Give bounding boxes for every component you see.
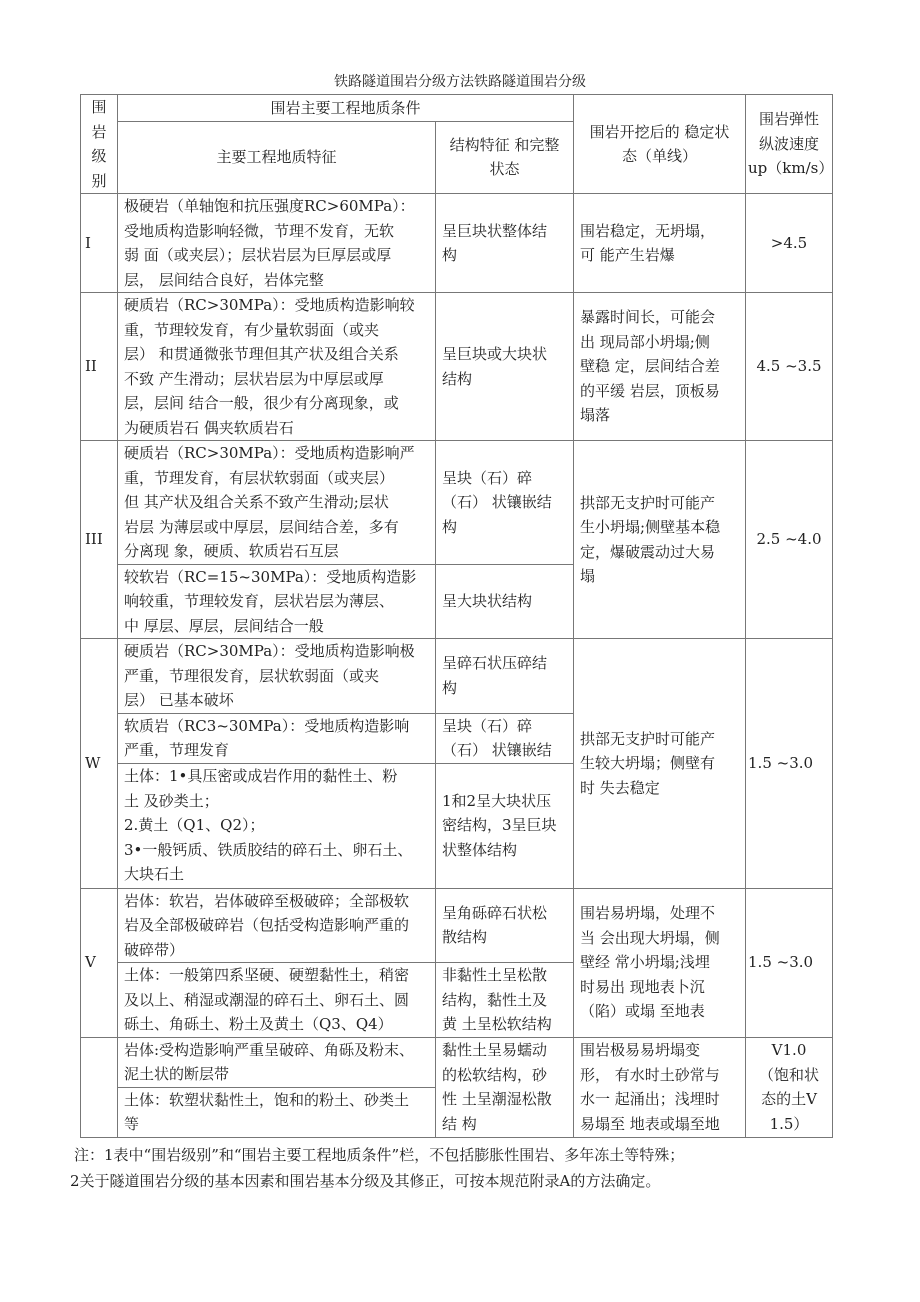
notes <box>0 1142 920 1194</box>
velocity-cell: 2.5 ~4.0 <box>746 441 833 639</box>
stability-cell: 围岩极易易坍塌变 形， 有水时土砂常与 水一 起涌出；浅埋时 易塌至 地表或塌至地 <box>574 1037 746 1137</box>
document-title: 铁路隧道围岩分级方法铁路隧道围岩分级 <box>334 74 586 90</box>
structure-cell: 呈块（石）碎 （石） 状镶嵌结 <box>436 713 574 763</box>
table-row <box>81 639 833 714</box>
table-row <box>81 441 833 565</box>
features-cell: 岩体：软岩，岩体破碎至极破碎；全部极软 岩及全部极破碎岩（包括受构造影响严重的 破碎带） <box>118 888 436 963</box>
features-cell: 软质岩（RC3~30MPa）：受地质构造影响 严重，节理发育 <box>118 713 436 763</box>
header-level: 围 岩 级 别 <box>81 95 118 194</box>
features-cell: 土体：1•具压密或成岩作用的黏性土、粉 土 及砂类土； 2.黄土（Q1、Q2）； 3•一般钙质、铁质胶结的碎石土、卵石土、 大块石土 <box>118 763 436 888</box>
structure-cell: 黏性土呈易蠕动 的松软结构，砂 性 土呈潮湿松散 结 构 <box>436 1037 574 1137</box>
level-cell: II <box>81 293 118 441</box>
table-row <box>81 888 833 963</box>
structure-cell: 呈角砾碎石状松 散结构 <box>436 888 574 963</box>
header-structure: 结构特征 和完整 状态 <box>436 121 574 193</box>
level-cell: V <box>81 888 118 1037</box>
features-cell: 硬质岩（RC>30MPa）：受地质构造影响极 严重，节理很发育，层状软弱面（或夹 层） 已基本破坏 <box>118 639 436 714</box>
table-row <box>81 293 833 441</box>
features-cell: 硬质岩（RC>30MPa）：受地质构造影响较 重，节理较发育，有少量软弱面（或夹 层） 和贯通微张节理但其产状及组合关系 不致 产生滑动；层状岩层为中厚层或厚 层，层间 结合一般，很少有分离现象，或 为硬质岩石 偶夹软质岩石 <box>118 293 436 441</box>
stability-cell: 围岩易坍塌，处理不 当 会出现大坍塌，侧 壁经 常小坍塌;浅埋 时易出 现地表卜沉 （陷）或塌 至地表 <box>574 888 746 1037</box>
note-2: 2关于隧道围岩分级的基本因素和围岩基本分级及其修正，可按本规范附录A的方法确定。 <box>70 1171 661 1190</box>
structure-cell: 呈块（石）碎 （石） 状镶嵌结 构 <box>436 441 574 565</box>
features-cell: 岩体:受构造影响严重呈破碎、角砾及粉末、 泥土状的断层带 <box>118 1037 436 1087</box>
features-cell: 土体：软塑状黏性土，饱和的粉土、砂类土 等 <box>118 1087 436 1137</box>
structure-cell: 呈巨块或大块状 结构 <box>436 293 574 441</box>
velocity-cell: V1.0 （饱和状 态的土V 1.5） <box>746 1037 833 1137</box>
level-cell: I <box>81 194 118 293</box>
stability-cell: 围岩稳定，无坍塌， 可 能产生岩爆 <box>574 194 746 293</box>
structure-cell: 呈巨块状整体结 构 <box>436 194 574 293</box>
structure-cell: 1和2呈大块状压 密结构，3呈巨块 状整体结构 <box>436 763 574 888</box>
rock-classification-table <box>80 94 833 1138</box>
note-1: 注：1表中“围岩级别”和“围岩主要工程地质条件”栏，不包括膨胀性围岩、多年冻土等特殊； <box>74 1145 685 1164</box>
velocity-cell: 1.5 ~3.0 <box>746 639 833 889</box>
header-conditions: 围岩主要工程地质条件 <box>118 95 574 122</box>
table-row <box>81 1037 833 1087</box>
header-features: 主要工程地质特征 <box>118 121 436 193</box>
stability-cell: 拱部无支护时可能产 生较大坍塌；侧壁有 时 失去稳定 <box>574 639 746 889</box>
table-row <box>81 194 833 293</box>
features-cell: 土体：一般第四系坚硬、硬塑黏性土，稍密 及以上、稍湿或潮湿的碎石土、卵石土、圆 砾土、角砾土、粉土及黄土（Q3、Q4） <box>118 963 436 1038</box>
velocity-cell: 1.5 ~3.0 <box>746 888 833 1037</box>
structure-cell: 呈大块状结构 <box>436 564 574 639</box>
velocity-cell: 4.5 ~3.5 <box>746 293 833 441</box>
level-cell: W <box>81 639 118 889</box>
level-cell: III <box>81 441 118 639</box>
velocity-cell: >4.5 <box>746 194 833 293</box>
stability-cell: 暴露时间长，可能会 出 现局部小坍塌;侧 壁稳 定，层间结合差 的平缓 岩层，顶板易 塌落 <box>574 293 746 441</box>
features-cell: 硬质岩（RC>30MPa）：受地质构造影响严 重，节理发育，有层状软弱面（或夹层） 但 其产状及组合关系不致产生滑动;层状 岩层 为薄层或中厚层，层间结合差，多有 分离现 象，硬质、软质岩石互层 <box>118 441 436 565</box>
header-stability: 围岩开挖后的 稳定状 态（单线） <box>574 95 746 194</box>
structure-cell: 呈碎石状压碎结 构 <box>436 639 574 714</box>
features-cell: 较软岩（RC=15~30MPa）：受地质构造影 响较重，节理较发育，层状岩层为薄层、 中 厚层、厚层，层间结合一般 <box>118 564 436 639</box>
features-cell: 极硬岩（单轴饱和抗压强度RC>60MPa）： 受地质构造影响轻微，节理不发育，无软 弱 面（或夹层）；层状岩层为巨厚层或厚 层， 层间结合良好，岩体完整 <box>118 194 436 293</box>
level-cell <box>81 1037 118 1137</box>
stability-cell: 拱部无支护时可能产 生小坍塌;侧壁基本稳 定，爆破震动过大易 塌 <box>574 441 746 639</box>
structure-cell: 非黏性土呈松散 结构，黏性土及 黄 土呈松软结构 <box>436 963 574 1038</box>
header-velocity: 围岩弹性 纵波速度 up（km/s） <box>746 95 833 194</box>
